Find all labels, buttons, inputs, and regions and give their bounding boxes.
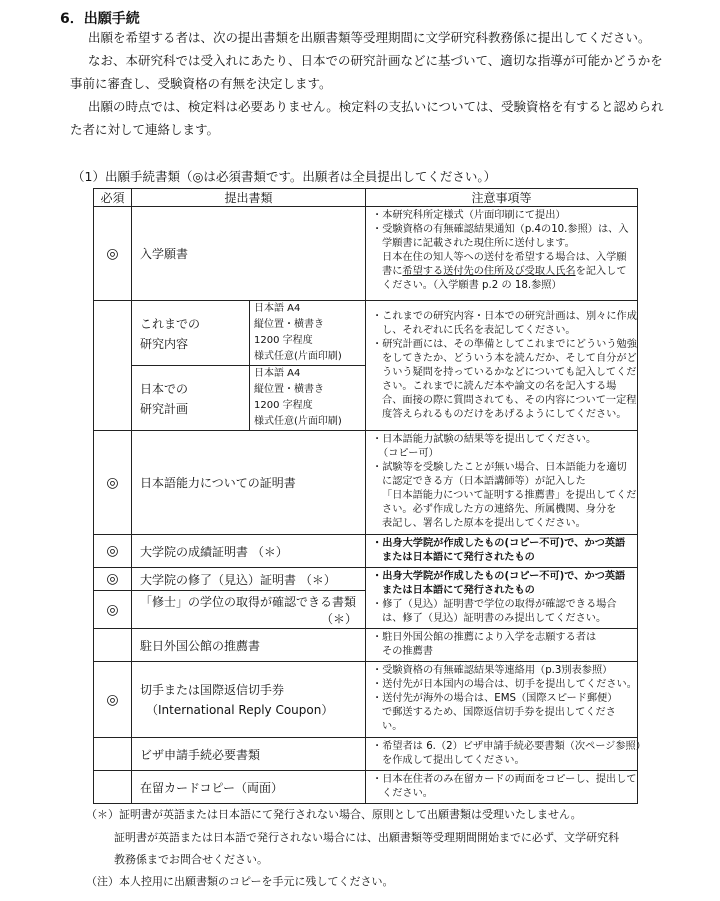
section-title: 6．出願手続	[60, 11, 140, 27]
doc-visa-documents: ビザ申請手続必要書類	[132, 738, 366, 771]
footnote-asterisk-3: 教務係までお問合せください。	[114, 853, 268, 866]
doc-transcript: 大学院の成績証明書 （＊）	[132, 535, 366, 568]
table-row	[94, 431, 638, 535]
doc-masters-degree-proof: 「修士」の学位の取得が確認できる書類 （＊）	[132, 591, 366, 629]
required-mark: ◎	[94, 535, 132, 568]
required-mark: ◎	[94, 431, 132, 535]
doc-research-plan: 日本での 研究計画	[132, 366, 250, 431]
intro-paragraph-3b: た者に対して連絡します。	[70, 122, 220, 137]
table-row	[94, 662, 638, 738]
notes-japanese-proficiency: ・日本語能力試験の結果等を提出してください。 （コピー可） ・試験等を受験したことが無い場合、日本語能力を適切 に認定できる方（日本語講師等）が記入した 「日本語能力について証明する推薦書」を提出してくだ さい。必ず作成した方の連絡先、所属機関、身分を 表記し、署名した原本を提出してください。	[366, 431, 638, 535]
table-row	[94, 738, 638, 771]
notes-application-form: ・本研究科所定様式（片面印刷にて提出） ・受験資格の有無確認結果通知（p.4の10.参照）は、入 学願書に記載された現住所に送付します。 日本在住の知人等への送付を希望する場合は、入学願 書に希望する送付先の住所及び受取人氏名を記入して ください。（入学願書 p.2 の 18.参照）	[366, 207, 638, 301]
table-header-row	[94, 189, 638, 207]
required-mark: ◎	[94, 662, 132, 738]
notes-research: ・これまでの研究内容・日本での研究計画は、別々に作成 し、それぞれに氏名を表記してください。 ・研究計画には、その準備としてこれまでにどういう勉強 をしてきたか、どういう本を読んだか、そして自分がど ういう疑問を持っているかなどについても記入してくだ さい。これまでに読んだ本や論文の名を記入する場 合、面接の際に質問されても、その内容について一定程 度答えられるものだけをあげるようにしてください。	[366, 301, 638, 431]
table-row	[94, 535, 638, 568]
doc-japanese-proficiency: 日本語能力についての証明書	[132, 431, 366, 535]
spec-research-history: 日本語 A4 縦位置・横書き 1200 字程度 様式任意(片面印刷)	[250, 301, 366, 366]
intro-paragraph-2a: なお、本研究科では受入れにあたり、日本での研究計画などに基づいて、適切な指導が可能かどうかを	[88, 53, 663, 68]
notes-postage-stamps: ・受験資格の有無確認結果等連絡用（p.3別表参照） ・送付先が日本国内の場合は、切手を提出してください。 ・送付先が海外の場合は、EMS（国際スピード郵便） で郵送するため、国際返信切手券を提出してくださ い。	[366, 662, 638, 738]
header-required: 必須	[94, 189, 132, 207]
doc-residence-card: 在留カードコピー（両面）	[132, 771, 366, 804]
notes-embassy-recommendation: ・駐日外国公館の推薦により入学を志願する者は その推薦書	[366, 629, 638, 662]
spec-research-plan: 日本語 A4 縦位置・横書き 1200 字程度 様式任意(片面印刷)	[250, 366, 366, 431]
footnote-asterisk-2: 証明書が英語または日本語で発行されない場合には、出願書類等受理期間開始までに必ず、文学研究科	[114, 831, 620, 844]
doc-completion-certificate: 大学院の修了（見込）証明書 （＊）	[132, 568, 366, 591]
notes-residence-card: ・日本在住者のみ在留カードの両面をコピーし、提出して ください。	[366, 771, 638, 804]
header-document: 提出書類	[132, 189, 366, 207]
doc-postage-stamps: 切手または国際返信切手券 （International Reply Coupon）	[132, 662, 366, 738]
doc-embassy-recommendation: 駐日外国公館の推薦書	[132, 629, 366, 662]
intro-paragraph-3a: 出願の時点では、検定料は必要ありません。検定料の支払いについては、受験資格を有すると認められ	[88, 99, 664, 114]
table-row	[94, 301, 638, 366]
notes-visa-documents: ・希望者は 6.（2）ビザ申請手続必要書類（次ページ参照） を作成して提出してください。	[366, 738, 638, 771]
table-row	[94, 207, 638, 301]
doc-research-history: これまでの 研究内容	[132, 301, 250, 366]
table-row	[94, 771, 638, 804]
required-documents-table	[93, 188, 646, 804]
intro-paragraph-1: 出願を希望する者は、次の提出書類を出願書類等受理期間に文学研究科教務係に提出してください。	[88, 30, 651, 45]
required-mark: ◎	[94, 591, 132, 629]
footnote-note: （注）本人控用に出願書類のコピーを手元に残してください。	[86, 875, 394, 888]
required-mark: ◎	[94, 568, 132, 591]
footnote-asterisk: （＊）証明書が英語または日本語にて発行されない場合、原則として出願書類は受理いたしません。	[86, 808, 582, 821]
table-caption: （1）出願手続書類（◎は必須書類です。出願者は全員提出してください。）	[72, 169, 497, 184]
doc-application-form: 入学願書	[132, 207, 366, 301]
table-row	[94, 568, 638, 591]
header-notes: 注意事項等	[366, 189, 638, 207]
intro-paragraph-2b: 事前に審査し、受験資格の有無を決定します。	[70, 76, 332, 91]
notes-completion-certificate: ・出身大学院が作成したもの(コピー不可)で、かつ英語 または日本語にて発行されたもの ・修了（見込）証明書で学位の取得が確認できる場合 は、修了（見込）証明書のみ提出してください。	[366, 568, 638, 629]
notes-transcript: ・出身大学院が作成したもの(コピー不可)で、かつ英語 または日本語にて発行されたもの	[366, 535, 638, 568]
table-row	[94, 629, 638, 662]
required-mark: ◎	[94, 207, 132, 301]
